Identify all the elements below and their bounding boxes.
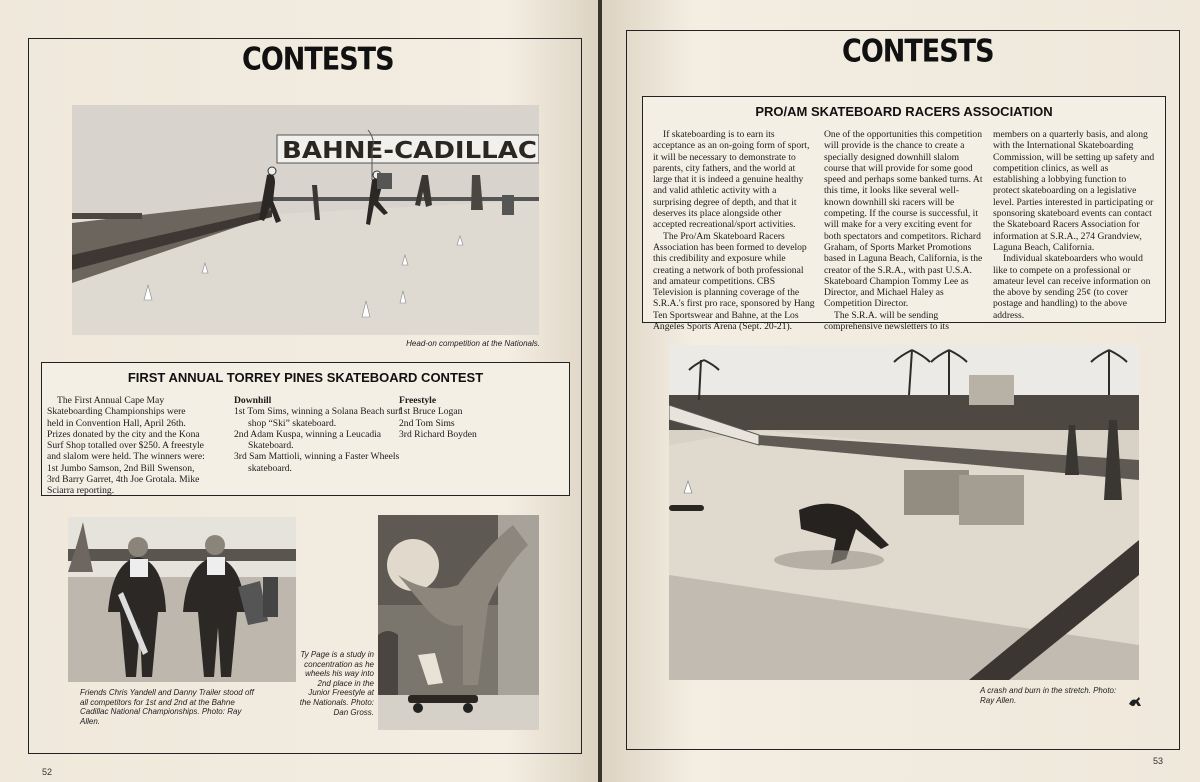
freestyle-result: 2nd Tom Sims [399,417,455,429]
sra-paragraph: If skateboarding is to earn its acceptance as an on-going form of sport, it will be necessary to demonstrate to parents, city fathers, and the world at large that it is indeed a genuine healthy and valid athletic activity with a surprising degree of depth, and that it deserves its place alongside other accepted recreational/sport activities. [653,129,810,231]
downhill-results [234,395,404,474]
freestyle-result: 1st Bruce Logan [399,406,463,418]
sra-heading: PRO/AM SKATEBOARD RACERS ASSOCIATION [755,104,1053,119]
downhill-heading: Downhill [234,395,272,406]
sra-paragraph: Individual skateboarders who would like to compete on a professional or amateur level can receive information on the above by sending 25¢ (to cover postage and handling) to the above address. [993,253,1151,321]
intro-line: Sciarra reporting. [47,485,115,497]
contest-intro-text [47,395,237,497]
downhill-result: 2nd Adam Kuspa, winning a Leucadia Skateboard. [234,428,382,452]
sra-column-2 [824,129,984,332]
freestyle-result: 3rd Richard Boyden [399,428,477,440]
intro-line: The First Annual Cape May [57,395,165,406]
sra-column-1 [653,129,815,332]
intro-line: Surf Shop totalled over $250. A freestyle [47,440,204,452]
left-page [0,0,598,782]
two-skaters-caption: Friends Chris Yandell and Danny Trailer stood off all competitors for 1st and 2nd at the Bahne Cadillac National Championships. Photo: Ray Allen. [80,688,254,726]
sra-paragraph: The S.R.A. will be sending comprehensive newsletters to its [824,309,949,333]
crash-photo [669,345,1139,680]
intro-line: Skateboarding Championships were [47,406,186,418]
sra-paragraph: The Pro/Am Skateboard Racers Association has been formed to develop this credibility and exposure while creating a network of both professional and amateur competitions. CBS Television is planning coverage of the S.R.A.'s first pro race, sponsored by Hang Ten Sportswear and Bahne, at the Los Angeles Sports Arena (Sept. 20-21). [653,230,815,333]
intro-line: Prizes donated by the city and the Kona [47,428,200,440]
intro-line: held in Convention Hall, April 26th. [47,417,186,429]
top-race-photo [72,105,539,335]
downhill-result: 3rd Sam Mattioli, winning a Faster Wheels skateboard. [234,451,400,474]
intro-line: 1st Jumbo Samson, 2nd Bill Swenson, [47,462,195,474]
two-skaters-photo [68,517,296,682]
right-page [602,0,1200,782]
banner-text: BAHNE-CADILLAC [282,138,537,164]
sra-box [642,96,1166,333]
contest-box-heading: FIRST ANNUAL TORREY PINES SKATEBOARD CONTEST [127,370,484,385]
sra-paragraph: members on a quarterly basis, and along with the International Skateboarding Commission, will be setting up safety and competition clinics, as well as establishing a lobbying function to protect skateboarding on a legislative level. Parties interested in participating or sponsoring skateboard events can contact the Skateboard Racers Association for information at S.R.A., 274 Grandview, Laguna Beach, California. [993,129,1155,253]
torrey-pines-contest-box [41,362,570,496]
freestyle-results [399,395,539,440]
crash-photo-caption: A crash and burn in the stretch. Photo: Ray Allen. [980,686,1117,705]
kangaroo-logo-icon [1128,691,1142,701]
sra-column-3 [993,129,1155,321]
spine-gutter [598,0,602,782]
ty-page-photo [378,515,539,730]
ty-page-caption: Ty Page is a study in concentration as he wheels his way into 2nd place in the Junior Freestyle at the Nationals. Photo: Dan Gross. [299,650,374,717]
left-page-number: 52 [42,767,53,777]
downhill-result: 1st Tom Sims, winning a Solana Beach surf shop “Ski” skateboard. [234,406,402,429]
intro-line: and slalom were held. The winners were: [47,451,205,463]
sra-paragraph: One of the opportunities this competition will provide is the chance to create a specially designed downhill slalom course that will provide for some good speed and perhaps some banked turns. At this time, it looks like several well-known downhill ski racers will be competing. If the course is successful, it will make for a very exciting event for both spectators and competitors. Richard Graham, of Sports Market Promotions based in Laguna Beach, California, is the creator of the S.R.A., with past U.S.A. Skateboard Champion Tommy Lee as Director, and Michael Haley as Competition Director. [824,129,983,310]
left-section-title: CONTESTS [242,41,394,78]
freestyle-heading: Freestyle [399,395,437,406]
right-page-number: 53 [1153,756,1164,766]
right-section-title: CONTESTS [842,33,994,70]
intro-line: 3rd Barry Garret, 4th Joe Grotala. Mike [47,474,200,486]
top-photo-caption: Head-on competition at the Nationals. [406,339,540,348]
